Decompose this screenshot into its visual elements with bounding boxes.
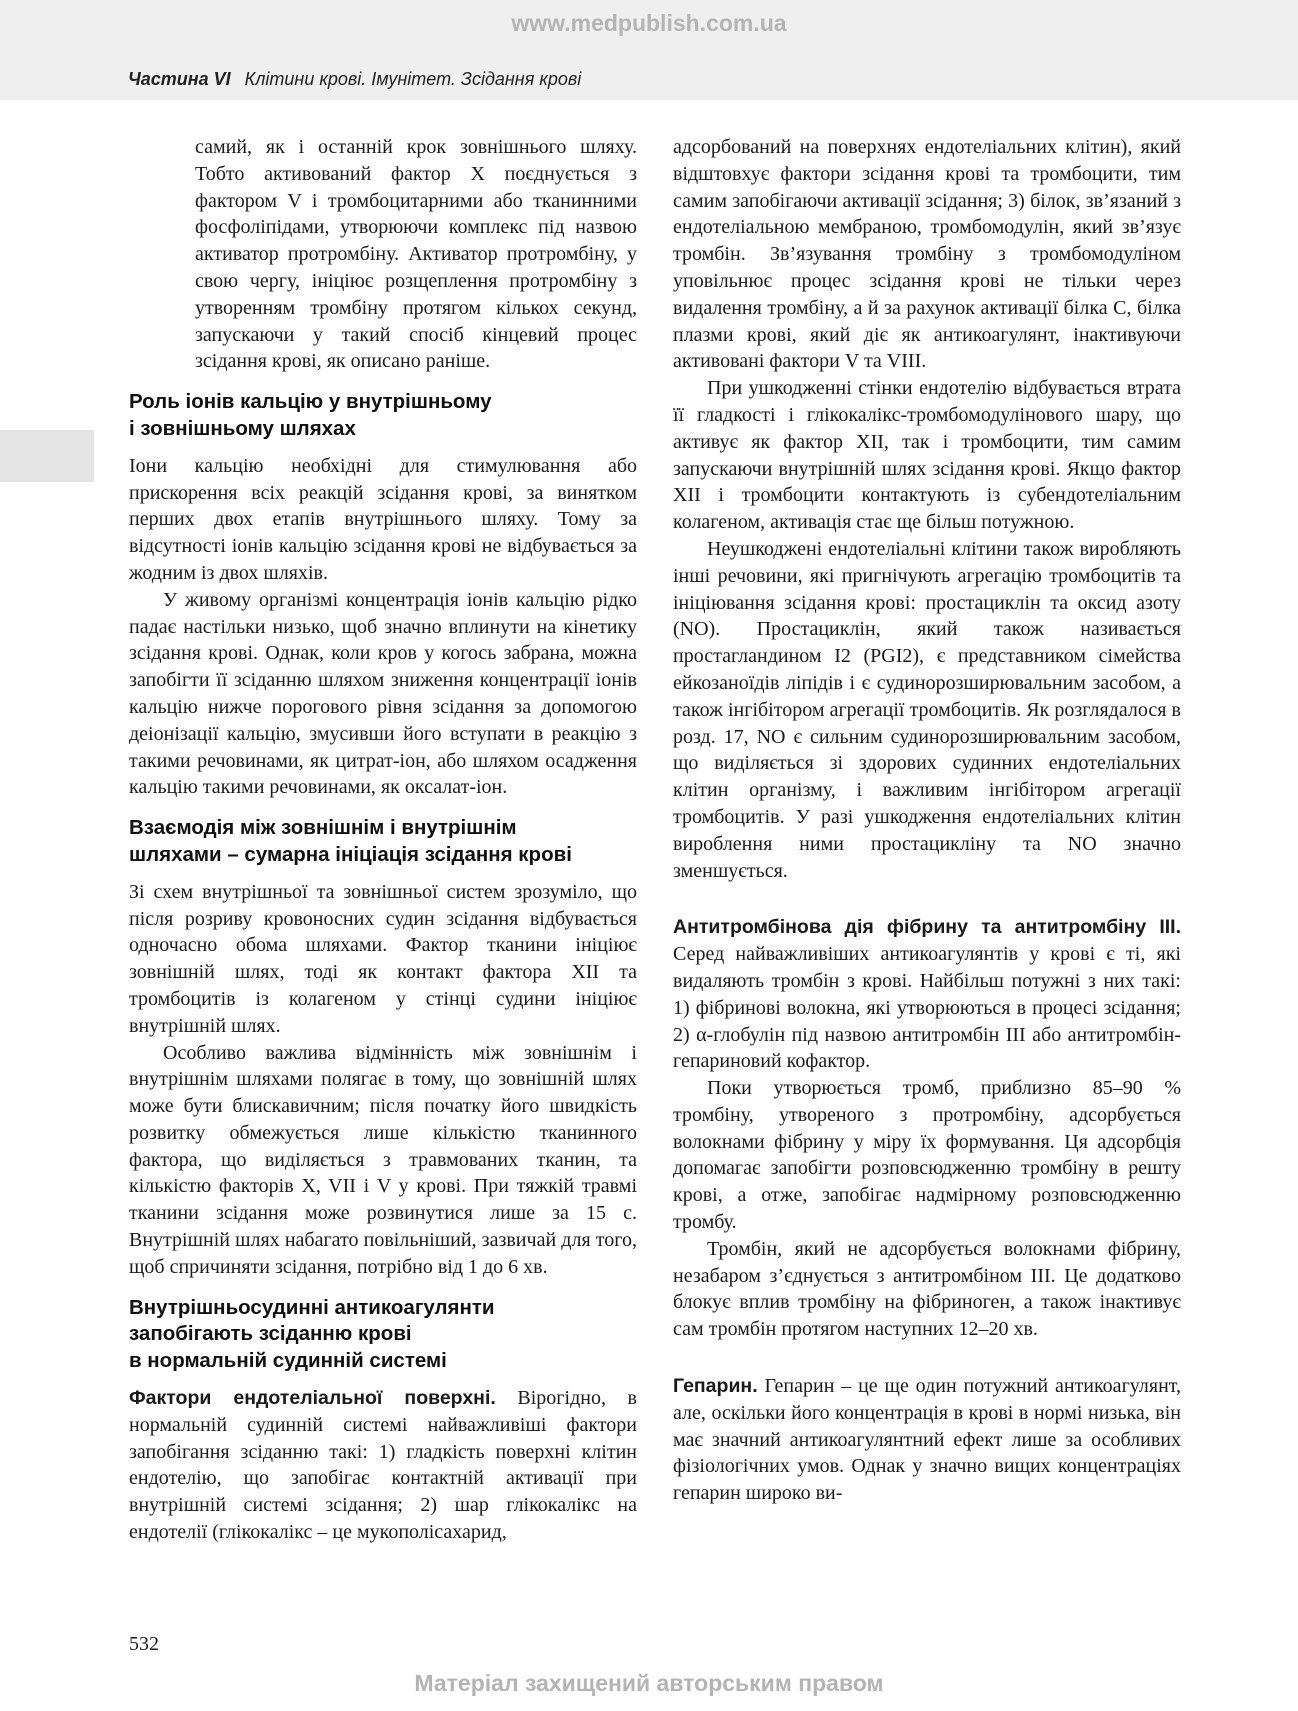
- heading-calcium: [129, 389, 637, 443]
- interaction-paragraph-1: Зі схем внутрішньої та зовнішньої систем зрозуміло, що після розриву кровоносних судин зсідання відбувається одночасно обома шляхами. Фактор тканини ініціює зовнішній шлях, тоді як контакт фактора XII та тромбоцитів із колагеном у стінці судини ініціює внутрішній шлях.: [129, 880, 637, 1037]
- watermark-bottom: Матеріал захищений авторським правом: [414, 1670, 884, 1696]
- thrombin-paragraph: Тромбін, який не адсорбується волокнами фібрину, незабаром з’єднується з антитромбіном III. Це додатково блокує вплив тромбіну на фібриноген, а також інактивує сам тромбін протягом наступних 12–20 хв.: [673, 1237, 1181, 1341]
- calcium-paragraph-2: У живому організмі концентрація іонів кальцію рідко падає настільки низько, щоб значно вплинути на кінетику зсідання крові. Однак, коли кров у когось забрана, можна запобігти її зсіданню шляхом зниження концентрації іонів кальцію нижче порогового рівня зсідання за допомогою деіонізації кальцію, змусивши його вступати в реакцію з такими речовинами, як цитрат-іон, або шляхом осадження кальцію такими речовинами, як оксалат-іон.: [129, 588, 637, 799]
- antithrombin-text: Серед найважливіших антикоагулянтів у крові є ті, які видаляють тромбін з крові. Найбільш потужні з них такі: 1) фібринові волокна, які утворюються в процесі зсідання; 2) α-глобулін під назвою антитромбін III або антитромбін-гепариновий кофактор.: [673, 943, 1181, 1073]
- heparin-text: Гепарин – це ще один потужний антикоагулянт, але, оскільки його концентрація в крові в нормі низька, він має значний антикоагулянтний ефект лише за особливих фізіологічних умов. Однак у значно вищих концентраціях гепарин широко ви-: [673, 1375, 1182, 1505]
- heading-interaction-line-1: Взаємодія між зовнішнім і внутрішнім: [129, 816, 517, 840]
- calcium-paragraph-1: Іони кальцію необхідні для стимулювання або прискорення всіх реакцій зсідання крові, за винятком перших двох етапів внутрішнього шляху. Тому за відсутності іонів кальцію зсідання крові не відбувається за жодним із двох шляхів.: [129, 454, 637, 584]
- running-head: [128, 69, 581, 90]
- heading-calcium-line-1: Роль іонів кальцію у внутрішньому: [129, 390, 492, 414]
- heading-intravascular-line-2: запобігають зсіданню крові: [129, 1322, 412, 1346]
- heading-interaction: [129, 815, 637, 869]
- heading-interaction-line-2: шляхами – сумарна ініціація зсідання крові: [129, 842, 572, 866]
- heading-calcium-line-2: і зовнішньому шляхах: [129, 416, 356, 440]
- right-column: [673, 134, 1181, 1507]
- left-column: [129, 134, 637, 1546]
- heparin-paragraph: [673, 1373, 1181, 1507]
- page-thumb-tab: [0, 430, 94, 482]
- continued-paragraph: адсорбований на поверхнях ендотеліальних клітин), який відштовхує фактори зсідання крові та тромбоцити, тим самим запобігаючи активації зсідання; 3) білок, зв’язаний з ендотеліальною мембраною, тромбомодулін, який зв’язує тромбін. Зв’язування тромбіну з тромбомодуліном уповільнює процес зсідання крові не тільки через видалення тромбіну, а й за рахунок активації білка C, білка плазми крові, який діє як антикоагулянт, інактивуючи активовані фактори V та VIII.: [673, 136, 1181, 373]
- endothelial-text: Вірогідно, в нормальній судинній системі найважливіші фактори запобігання зсіданню такі: 1) гладкість поверхні клітин ендотелію, що запобігає контактній активації при внутрішній системі зсідання; 2) шар глікокалікс на ендотелії (глікокалікс – це мукополісахарид,: [129, 1387, 637, 1544]
- antithrombin-run-in-heading: Антитромбінова дія фібрину та антитромбіну III.: [673, 916, 1181, 939]
- endothelial-paragraph: [129, 1385, 637, 1546]
- antithrombin-paragraph: [673, 914, 1181, 1075]
- heparin-run-in-heading: Гепарин.: [673, 1375, 758, 1398]
- heading-intravascular-line-1: Внутрішньосудинні антикоагулянти: [129, 1295, 495, 1319]
- heading-intravascular: [129, 1295, 637, 1375]
- running-head-title: Клітини крові. Імунітет. Зсідання крові: [244, 69, 582, 89]
- damage-paragraph: При ушкодженні стінки ендотелію відбувається втрата її гладкості і глікокалікс-тромбомодулінового шару, що активує як фактор XII, так і тромбоцити, тим самим запускаючи внутрішній шлях зсідання крові. Якщо фактор XII і тромбоцити контактують із субендотеліальним колагеном, активація стає ще більш потужною.: [673, 377, 1181, 534]
- running-head-part: Частина VI: [128, 69, 231, 89]
- intro-paragraph: самий, як і останній крок зовнішнього шляху. Тобто активований фактор X поєднується з фактором V і тромбоцитарними або тканинними фосфоліпідами, утворюючи комплекс під назвою активатор протромбіну. Активатор протромбіну, у свою чергу, ініціює розщеплення протромбіну з утворенням тромбіну протягом кількох секунд, запускаючи у такий спосіб кінцевий процес зсідання крові, як описано раніше.: [195, 136, 637, 373]
- endothelial-run-in-heading: Фактори ендотеліальної поверхні.: [129, 1387, 496, 1410]
- page-number: 532: [129, 1633, 159, 1655]
- heading-intravascular-line-3: в нормальній судинній системі: [129, 1349, 447, 1373]
- interaction-paragraph-2: Особливо важлива відмінність між зовнішнім і внутрішнім шляхами полягає в тому, що зовнішній шлях може бути блискавичним; після початку його швидкість розвитку обмежується лише кількістю тканинного фактора, що виділяється з травмованих тканин, та кількістю факторів X, VII і V у крові. При тяжкій травмі тканини зсідання може розвинутися лише за 15 с. Внутрішній шлях набагато повільніший, зазвичай для того, щоб спричиняти зсідання, потрібно від 1 до 6 хв.: [129, 1041, 637, 1278]
- watermark-top: www.medpublish.com.ua: [511, 10, 787, 36]
- thrombus-paragraph: Поки утворюється тромб, приблизно 85–90 % тромбіну, утвореного з протромбіну, адсорбується волокнами фібрину у міру їх формування. Ця адсорбція допомагає запобігти розповсюдженню тромбіну в решту крові, а отже, запобігає надмірному розповсюдженню тромбу.: [673, 1077, 1181, 1234]
- intact-endothelium-paragraph: Неушкоджені ендотеліальні клітини також виробляють інші речовини, які пригнічують агрегацію тромбоцитів та ініціювання зсідання крові: простациклін та оксид азоту (NO). Простациклін, який також називається простагландином I2 (PGI2), є представником сімейства ейкозаноїдів ліпідів і є судинорозширювальним засобом, а також інгібітором агрегації тромбоцитів. Як розглядалося в розд. 17, NO є сильним судинорозширювальним засобом, що виділяється зі здорових судинних ендотеліальних клітин організму, і важливим інгібітором агрегації тромбоцитів. У разі ушкодження ендотеліальних клітин вироблення ними простацикліну та NO значно зменшується.: [673, 537, 1181, 882]
